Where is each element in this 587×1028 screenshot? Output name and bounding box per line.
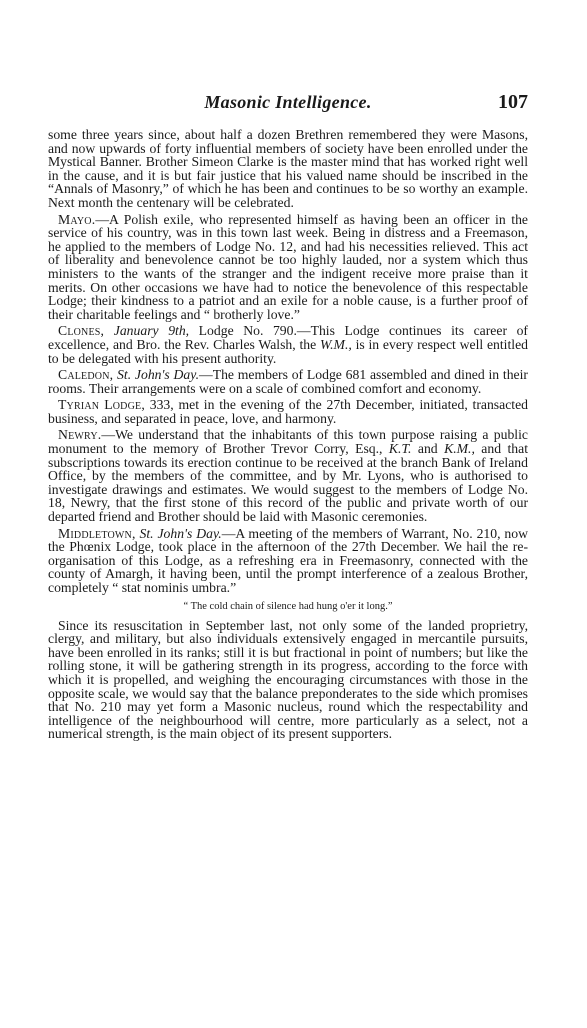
place-heading: Mayo. bbox=[58, 211, 96, 227]
italic-text: K.M., bbox=[444, 441, 475, 457]
page-number: 107 bbox=[498, 91, 528, 113]
place-heading: Newry. bbox=[58, 427, 102, 443]
italic-text: St. John's Day. bbox=[139, 525, 222, 541]
paragraph bbox=[48, 213, 528, 322]
text-run: —A meeting of the members of Warrant, No. 210, now the Phœnix Lodge, took place in the afternoon of the 27th December. We hail the re-organisation of this Lodge, as a refreshing era in Freemasonry, connected with the county of Amargh, it having been, until the prompt interference of a zealous Brother, completely “ stat nominis umbra.” bbox=[48, 525, 528, 595]
epigraph-quote: “ The cold chain of silence had hung o'er it long.” bbox=[183, 600, 393, 612]
paragraph bbox=[48, 527, 528, 595]
italic-text: W.M., bbox=[319, 336, 352, 352]
text-run: —We understand that the inhabitants of this town purpose raising a public monument to the memory of Brother Trevor Corry, Esq., bbox=[48, 427, 528, 457]
place-heading: Tyrian Lodge, bbox=[58, 397, 145, 413]
text-run: —A Polish exile, who represented himself as having been an officer in the service of his country, was in this town last week. Being in distress and a Freemason, he applied to the members of Lodge No. 12, and had his necessities relieved. This act of liberality and benevolence cannot be too highly lauded, nor a system which thus ministers to the wants of the stranger and the indigent receive more praise than it merits. On other occasions we have had to notice the benevolence of this respectable Lodge; their kindness to a patriot and an exile for a noble cause, is a further proof of their charitable feelings and “ brotherly love.” bbox=[48, 211, 528, 322]
book-page bbox=[48, 92, 528, 1012]
text-run: and that subscriptions towards its erection continue to be received at the branch Bank of Ireland Office, by the members of the committee, and by Mr. Lyons, who is authorised to investigate drawings and estimates. We would suggest to the members of Lodge No. 18, Newry, that the first stone of this record of the public and private worth of our departed friend and Brother should be laid with Masonic ceremonies. bbox=[48, 441, 529, 525]
page-header bbox=[48, 92, 528, 120]
paragraph bbox=[48, 428, 528, 523]
closing-paragraph: Since its resuscitation in September last, not only some of the landed proprietry, clergy, and military, but also individuals extensively engaged in mercantile pursuits, have been enrolled in its ranks; still it is but fractional in point of numbers; but like the rolling stone, it will be gathering strength in its progress, according to the force with which it is propelled, and weighing the encouraging circumstances with those in the opposite scale, we would say that the balance preponderates to the side which promises that No. 210 may yet form a Masonic nucleus, round which the respectability and intelligence of the neighbourhood will centre, more particularly as a select, not a numerical strength, is the main object of its present supporters. bbox=[48, 617, 528, 742]
paragraph bbox=[48, 324, 528, 365]
text-run: some three years since, about half a dozen Brethren remembered they were Masons, and now upwards of forty influential members of society have been enrolled under the Mystical Banner. Brother Simeon Clarke is the master mind that has worked right well in the cause, and it is but fair justice that his valued name should be inscribed in the “Annals of Masonry,” of which he has been and continues to be so worthy an example. Next month the centenary will be celebrated. bbox=[48, 127, 528, 210]
article-body bbox=[48, 128, 528, 741]
text-run: and bbox=[411, 441, 445, 457]
place-heading: Caledon, bbox=[58, 367, 114, 383]
text-run: is in every respect well entitled to be delegated with his present authority. bbox=[48, 336, 529, 366]
italic-text: K.T. bbox=[388, 441, 412, 457]
place-heading: Middletown, bbox=[58, 525, 136, 541]
paragraph bbox=[48, 368, 528, 395]
text-run: 333, met in the evening of the 27th December, initiated, transacted business, and separated in peace, love, and harmony. bbox=[48, 397, 528, 426]
italic-text: St. John's Day. bbox=[117, 367, 200, 383]
italic-text: January 9th, bbox=[113, 323, 190, 339]
paragraph bbox=[48, 128, 528, 210]
text-run: —The members of Lodge 681 assembled and dined in their rooms. Their arrangements were on a scale of combined comfort and economy. bbox=[48, 367, 528, 396]
running-title: Masonic Intelligence. bbox=[204, 92, 372, 112]
place-heading: Clones, bbox=[58, 323, 105, 339]
paragraph bbox=[48, 398, 528, 425]
text-run: Lodge No. 790.—This Lodge continues its career of excellence, and Bro. the Rev. Charles Walsh, the bbox=[48, 323, 528, 352]
